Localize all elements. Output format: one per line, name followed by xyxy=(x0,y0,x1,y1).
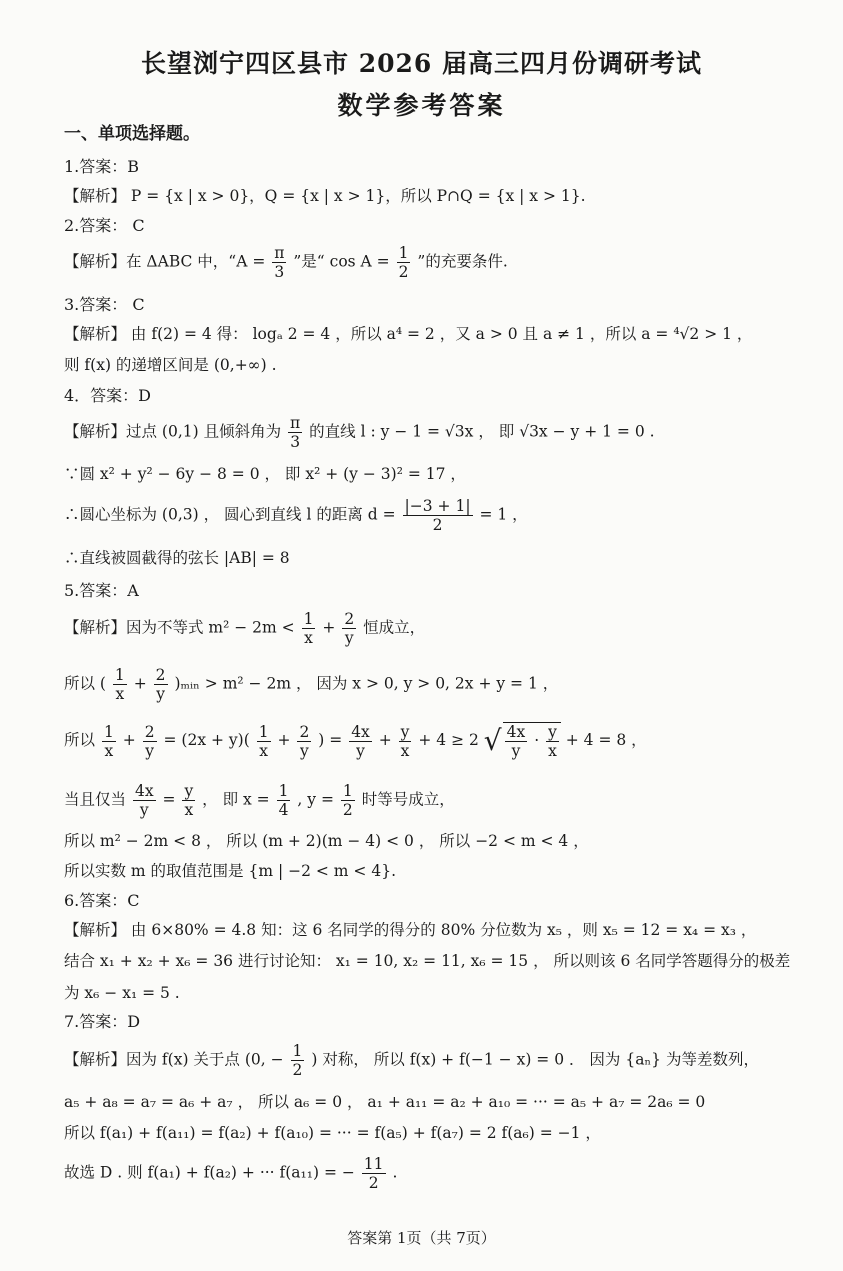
q7-explanation-4 xyxy=(64,1155,397,1192)
q5-answer: 5.答案：A xyxy=(64,581,139,600)
denominator: x xyxy=(259,741,269,760)
fraction xyxy=(113,666,127,703)
denominator: y xyxy=(344,629,354,647)
numerator: π xyxy=(274,244,285,262)
numerator: y xyxy=(184,782,194,800)
denominator: x xyxy=(548,742,557,760)
numerator: 2 xyxy=(144,722,155,741)
q5-explanation-6: 所以实数 m 的取值范围是 {m | −2 < m < 4}. xyxy=(64,862,396,880)
page-footer: 答案第 1页（共 7页） xyxy=(347,1229,496,1247)
denominator: x xyxy=(184,801,194,819)
denominator: y xyxy=(139,801,149,819)
q5-explanation-3 xyxy=(64,722,647,760)
q2-explanation xyxy=(64,244,508,281)
q2-answer: 2.答案： C xyxy=(64,216,145,235)
q6-explanation-1: 【解析】 由 6×80% = 4.8 知：这 6 名同学的得分的 80% 分位数为 x₅ ，则 x₅ = 12 = x₄ = x₃ ， xyxy=(64,921,757,939)
fraction xyxy=(349,723,372,760)
denominator: 2 xyxy=(432,516,443,534)
fraction xyxy=(143,723,157,760)
q7-explanation-2: a₅ + a₈ = a₇ = a₆ + a₇ ， 所以 a₆ = 0 ， a₁ + a₁₁ = a₂ + a₁₀ = ··· = a₅ + a₇ = 2a₆ = 0 xyxy=(64,1093,706,1111)
fraction xyxy=(397,244,411,281)
denominator: 2 xyxy=(398,263,409,281)
fraction xyxy=(102,723,116,760)
fraction xyxy=(154,666,168,703)
numerator: 1 xyxy=(398,244,409,262)
q5-explanation-4 xyxy=(64,782,455,819)
numerator: 4x xyxy=(351,722,370,741)
numerator: 11 xyxy=(363,1155,384,1173)
q3-answer: 3.答案： C xyxy=(64,295,145,314)
numerator: 1 xyxy=(258,722,269,741)
page-title: 长望浏宁四区县市 2026 届高三四月份调研考试 xyxy=(141,49,702,78)
sqrt-sign: √ xyxy=(483,724,502,757)
q1-answer: 1.答案：B xyxy=(64,157,140,176)
denominator: x xyxy=(304,629,313,647)
text: 恒成立， xyxy=(363,618,426,637)
q5-explanation-5: 所以 m² − 2m < 8 ， 所以 (m + 2)(m − 4) < 0 ， 所以 −2 < m < 4 ， xyxy=(64,832,589,850)
text: ) 对称， 所以 f(x) + f(−1 − x) = 0 ． 因为 {aₙ} 为等差数列， xyxy=(311,1050,759,1069)
numerator: 1 xyxy=(278,782,289,800)
text: ∴圆心坐标为 (0,3) ， 圆心到直线 l 的距离 d = xyxy=(64,505,396,524)
operator: + xyxy=(122,731,136,749)
q6-answer: 6.答案：C xyxy=(64,891,140,910)
fraction xyxy=(399,723,412,760)
denominator: x xyxy=(400,741,410,760)
numerator: y xyxy=(400,722,410,741)
denominator: x xyxy=(104,741,114,760)
fraction xyxy=(291,1042,305,1079)
fraction xyxy=(288,414,302,451)
q6-explanation-3: 为 x₆ − x₁ = 5 . xyxy=(64,984,180,1002)
denominator: y xyxy=(356,741,365,760)
denominator: 2 xyxy=(342,801,353,819)
denominator: 2 xyxy=(292,1061,303,1079)
text: ”是“ cos A = xyxy=(293,252,390,271)
numerator: 2 xyxy=(155,666,166,684)
text: ) = xyxy=(318,731,343,749)
text: 【解析】过点 (0,1) 且倾斜角为 xyxy=(64,422,282,441)
text: 时等号成立， xyxy=(361,790,455,809)
fraction xyxy=(182,782,195,819)
text: . xyxy=(392,1163,398,1182)
numerator: 1 xyxy=(342,782,353,800)
text: 【解析】因为 f(x) 关于点 (0, − xyxy=(64,1050,284,1069)
q5-explanation-2 xyxy=(64,666,558,703)
denominator: 3 xyxy=(274,263,285,281)
denominator: 2 xyxy=(368,1174,379,1192)
q4-explanation-3 xyxy=(64,497,528,534)
operator: + xyxy=(133,674,147,693)
q4-explanation-1 xyxy=(64,414,655,451)
numerator: |−3 + 1| xyxy=(404,497,471,515)
denominator: 3 xyxy=(290,433,301,451)
fraction xyxy=(302,610,316,647)
numerator: 1 xyxy=(114,666,125,684)
q4-answer: 4．答案：D xyxy=(64,386,152,405)
denominator: y xyxy=(300,741,309,760)
numerator: 1 xyxy=(103,722,114,741)
text: + 4 ≥ 2 xyxy=(418,731,479,749)
text: , y = xyxy=(297,790,334,809)
text: = 1 ， xyxy=(479,505,528,524)
q4-explanation-2: ∵圆 x² + y² − 6y − 8 = 0 ， 即 x² + (y − 3)² = 17 ， xyxy=(64,465,466,483)
q7-explanation-1 xyxy=(64,1042,759,1079)
q5-explanation-1 xyxy=(64,610,425,647)
denominator: 4 xyxy=(278,801,289,819)
q1-explanation: 【解析】 P = {x | x > 0}，Q = {x | x > 1}，所以 P∩Q = {x | x > 1}. xyxy=(64,187,586,205)
fraction xyxy=(546,723,559,760)
q4-explanation-4: ∴直线被圆截得的弦长 |AB| = 8 xyxy=(64,549,290,567)
section-title: 一、单项选择题。 xyxy=(64,124,200,144)
fraction xyxy=(403,497,473,534)
fraction xyxy=(272,244,286,281)
fraction xyxy=(277,782,291,819)
numerator: 4x xyxy=(506,723,526,741)
text: 所以 xyxy=(64,731,96,749)
fraction xyxy=(342,610,356,647)
operator: + xyxy=(277,731,291,749)
numerator: y xyxy=(548,723,557,741)
denominator: y xyxy=(511,742,521,760)
numerator: 2 xyxy=(344,610,355,628)
numerator: π xyxy=(290,414,301,432)
fraction xyxy=(505,723,528,760)
q3-explanation-2: 则 f(x) 的递增区间是 (0,+∞) . xyxy=(64,356,277,374)
text: 的直线 l : y − 1 = √3x ， 即 √3x − y + 1 = 0 . xyxy=(309,422,655,441)
operator: · xyxy=(534,731,540,750)
sqrt-content xyxy=(503,722,561,760)
q7-explanation-3: 所以 f(a₁) + f(a₁₁) = f(a₂) + f(a₁₀) = ··· = f(a₅) + f(a₇) = 2 f(a₆) = −1 ， xyxy=(64,1124,601,1142)
numerator: 2 xyxy=(299,722,310,741)
text: 【解析】在 ΔABC 中，“A = xyxy=(64,252,266,271)
fraction xyxy=(341,782,355,819)
text: ， 即 x = xyxy=(202,790,270,809)
fraction xyxy=(133,782,156,819)
operator: + xyxy=(378,731,392,749)
denominator: y xyxy=(156,685,165,703)
numerator: 1 xyxy=(303,610,314,628)
q3-explanation-1: 【解析】 由 f(2) = 4 得： logₐ 2 = 4 ，所以 a⁴ = 2 ，又 a > 0 且 a ≠ 1 ，所以 a = ⁴√2 > 1 ， xyxy=(64,325,753,343)
text: 所以 ( xyxy=(64,674,106,693)
operator: + xyxy=(322,618,336,637)
text: 故选 D . 则 f(a₁) + f(a₂) + ··· f(a₁₁) = − xyxy=(64,1163,355,1182)
text: ”的充要条件. xyxy=(417,252,508,271)
page-subtitle: 数学参考答案 xyxy=(337,91,506,120)
operator: = xyxy=(162,790,176,809)
q6-explanation-2: 结合 x₁ + x₂ + x₆ = 36 进行讨论知： x₁ = 10, x₂ = 11, x₆ = 15 ， 所以则该 6 名同学答题得分的极差 xyxy=(64,952,791,970)
text: )ₘᵢₙ > m² − 2m ， 因为 x > 0, y > 0, 2x + y = 1 ， xyxy=(174,674,559,693)
numerator: 1 xyxy=(292,1042,303,1060)
fraction xyxy=(362,1155,386,1192)
fraction xyxy=(297,723,311,760)
q7-answer: 7.答案：D xyxy=(64,1012,141,1031)
denominator: y xyxy=(145,741,155,760)
text: = (2x + y)( xyxy=(163,731,250,749)
text: 当且仅当 xyxy=(64,790,127,809)
denominator: x xyxy=(115,685,125,703)
numerator: 4x xyxy=(134,782,154,800)
text: + 4 = 8 ， xyxy=(565,731,647,749)
fraction xyxy=(257,723,271,760)
text: 【解析】因为不等式 m² − 2m < xyxy=(64,618,295,637)
